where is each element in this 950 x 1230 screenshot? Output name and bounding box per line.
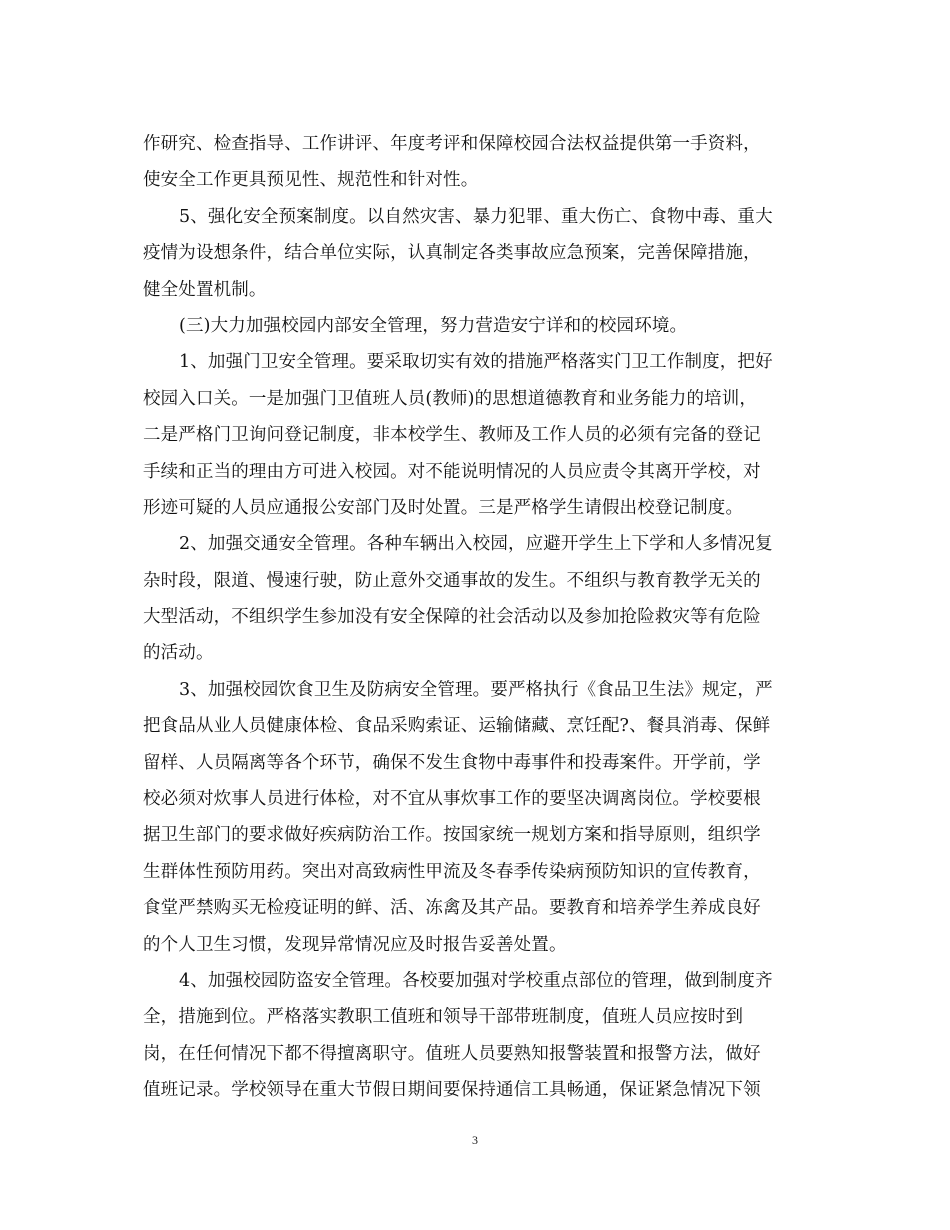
document-body xyxy=(143,126,808,1109)
text-line: 5、强化安全预案制度。以自然灾害、暴力犯罪、重大伤亡、食物中毒、重大 xyxy=(179,206,773,227)
text-line: 二是严格门卫询问登记制度，非本校学生、教师及工作人员的必须有完备的登记 xyxy=(143,425,761,446)
text-line: 据卫生部门的要求做好疾病防治工作。按国家统一规划方案和指导原则，组织学 xyxy=(143,825,761,846)
text-line: (三)大力加强校园内部安全管理，努力营造安宁详和的校园环境。 xyxy=(179,315,688,336)
text-line: 校园入口关。一是加强门卫值班人员(教师)的思想道德教育和业务能力的培训， xyxy=(143,388,758,409)
page-number: 3 xyxy=(472,1133,478,1147)
text-line: 校必须对炊事人员进行体检，对不宜从事炊事工作的要坚决调离岗位。学校要根 xyxy=(143,789,761,810)
text-line: 健全处置机制。 xyxy=(143,279,267,300)
text-line: 杂时段，限道、慢速行驶，防止意外交通事故的发生。不组织与教育教学无关的 xyxy=(143,570,761,591)
text-line: 3、加强校园饮食卫生及防病安全管理。要严格执行《食品卫生法》规定，严 xyxy=(179,679,773,700)
text-line: 手续和正当的理由方可进入校园。对不能说明情况的人员应责令其离开学校，对 xyxy=(143,461,761,482)
text-line: 4、加强校园防盗安全管理。各校要加强对学校重点部位的管理，做到制度齐 xyxy=(179,970,773,991)
text-line: 疫情为设想条件，结合单位实际，认真制定各类事故应急预案，完善保障措施， xyxy=(143,243,761,264)
text-line: 留样、人员隔离等各个环节，确保不发生食物中毒事件和投毒案件。开学前，学 xyxy=(143,752,761,773)
text-line: 1、加强门卫安全管理。要采取切实有效的措施严格落实门卫工作制度，把好 xyxy=(179,352,773,373)
text-line: 2、加强交通安全管理。各种车辆出入校园，应避开学生上下学和人多情况复 xyxy=(179,534,773,555)
text-line: 的活动。 xyxy=(143,643,214,664)
text-line: 食堂严禁购买无检疫证明的鲜、活、冻禽及其产品。要教育和培养学生养成良好 xyxy=(143,898,761,919)
text-line: 大型活动，不组织学生参加没有安全保障的社会活动以及参加抢险救灾等有危险 xyxy=(143,607,761,628)
text-line: 生群体性预防用药。突出对高致病性甲流及冬春季传染病预防知识的宣传教育， xyxy=(143,861,761,882)
text-line: 把食品从业人员健康体检、食品采购索证、运输储藏、烹饪配?、餐具消毒、保鲜 xyxy=(143,716,771,737)
text-line: 形迹可疑的人员应通报公安部门及时处置。三是严格学生请假出校登记制度。 xyxy=(143,497,744,518)
text-line: 作研究、检查指导、工作讲评、年度考评和保障校园合法权益提供第一手资料， xyxy=(143,134,761,154)
text-line: 值班记录。学校领导在重大节假日期间要保持通信工具畅通，保证紧急情况下领 xyxy=(143,1080,761,1101)
text-line: 的个人卫生习惯，发现异常情况应及时报告妥善处置。 xyxy=(143,934,567,955)
text-line: 全，措施到位。严格落实教职工值班和领导干部带班制度，值班人员应按时到 xyxy=(143,1007,744,1028)
text-line: 使安全工作更具预见性、规范性和针对性。 xyxy=(143,170,479,191)
text-line: 岗，在任何情况下都不得擅离职守。值班人员要熟知报警装置和报警方法，做好 xyxy=(143,1043,761,1064)
